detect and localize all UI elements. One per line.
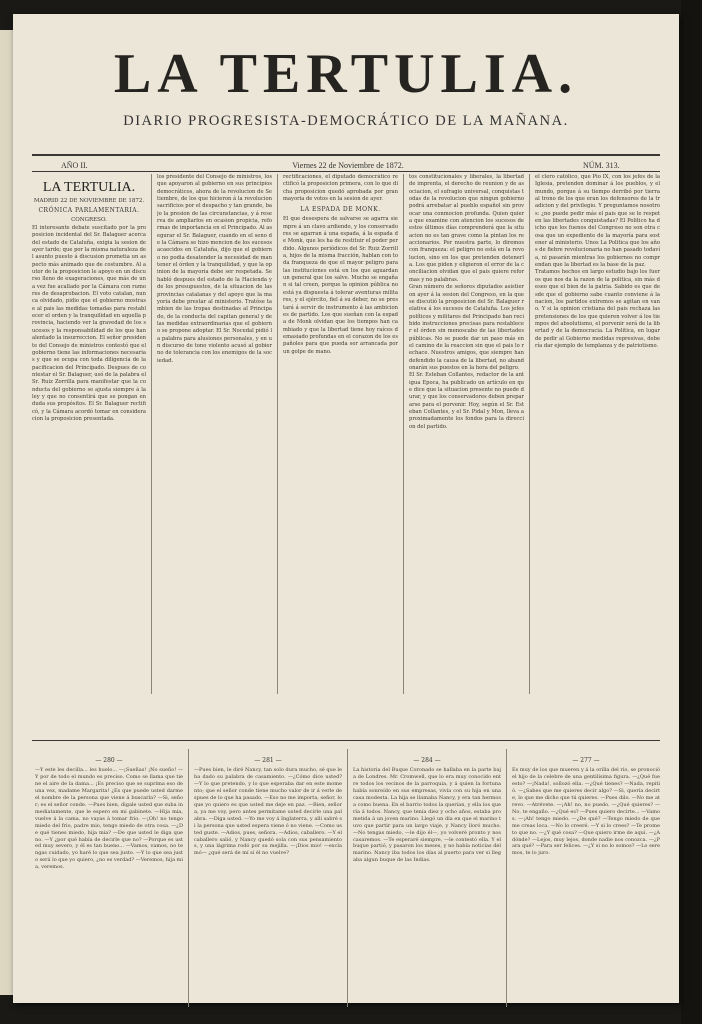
section-title: CRÓNICA PARLAMENTARIA. — [38, 207, 140, 214]
feuilleton-column-1 — [35, 754, 183, 1009]
article-text: El interesante debate suscitado por la proposicion incidental del Sr. Balaguer acerca del estado de Cataluña, exigia la sesion de ayer tarde; que por la misma naturaleza del asunto puesto á discusion prometia un aspecto más animado que de costumbre. Al autor de la proposicion le apoyo en un discurso lleno de exageraciones, que más de una vez fue acallado por la Cámara con rumores de desaprobacion. El voto catalan, nunca olvidado, pidio que el gobierno mostrase al pais las medidas tomadas para restablecer el orden y la tranquilidad en aquella provincia, haciendo ver la gravedad de los sucesos y la responsabilidad de los que han alentado la insurreccion. El señor presidente del Consejo de ministros contestó que el gobierno tiene las informaciones necesarias y que se ocupa con toda diligencia de la pacificacion del Principado. Despues de contestar el Sr. Balaguer, usó de la palabra el Sr. Ruiz Zorrilla para manifestar que la conducta del gobierno se ajusta siempre á la ley y que no consentirá que se pongan en duda sus propósitos. El Sr. Balaguer rectificó, y la Cámara acordó tomar en consideracion la proposicion presentada. — [32, 225, 146, 422]
column-divider — [403, 174, 404, 694]
feuilleton-column-4 — [512, 754, 660, 1009]
section-title: LA ESPADA DE MONK. — [300, 206, 381, 214]
article-text: tos constitucionales y liberales, la libertad de imprenta, el derecho de reunion y de asociacion, el sufragio universal, conquistas todas de la revolucion que ningun gobierno podrá arrebatar al pueblo español sin provocar una conmocion profunda. Quien quiera que examine con atencion los sucesos de estos últimos días comprenderá que la situacion no es tan grave como la pintan los reaccionarios. Por nuestra parte, lo diremos con franqueza: el peligro no está en la revolucion, sino en los que pretenden detenerla. Los que piden y eligieron el error de la conciliacion olvidan que el pais quiere reformas y no palabras. — [409, 174, 524, 283]
subsection-title: CONGRESO. — [71, 217, 107, 223]
column-divider — [277, 174, 278, 694]
dateline: MADRID 22 DE NOVIEMBRE DE 1872. — [33, 198, 145, 204]
background-margin — [681, 0, 702, 1024]
feuilleton-column-3 — [353, 754, 501, 1009]
adjacent-page-edge — [0, 30, 13, 995]
feuilleton-page-number: — 281 — — [254, 757, 282, 764]
masthead-title: LA TERTULIA. — [113, 43, 579, 105]
newspaper-page — [13, 14, 679, 1003]
feuilleton-page-number: — 277 — — [572, 757, 600, 764]
column-divider — [151, 174, 152, 694]
feuilleton-column-2 — [194, 754, 342, 1009]
article-text: El Sr. Esteban Collantes, redactor de la antigua Epoca, ha publicado un artículo en que dice que la situacion presente no puede durar, y que los conservadores deben prepararse para el porvenir. Hoy, según el Sr. Esteban Collantes, y el Sr. Pidal y Mon, lleva aproximadamente los fondos para la direccion del partido. — [409, 372, 524, 430]
feuilleton-rule — [32, 740, 660, 741]
feuilleton-divider — [188, 749, 189, 1007]
article-text: El que desespera de salvarse se agarra siempre á un clavo ardiendo, y los conservadores se agarran á una espada, á la espada de Monk, que les ha de restituir el poder perdido. Algunos periódicos del Sr. Ruiz Zorrilla, hijos de la misma fracción, hablan con toda franqueza de que el mayor peligro para las instituciones está en los que aguardan un general que los salve. Mucho se engañan si tal creen, porque la opinion pública no está ya dispuesta á tolerar aventuras militares, y el ejército, fiel á su deber, no se prestará á servir de instrumento á las ambiciones de partido. Los que sueñan con la espada de Monk olvidan que los tiempos han cambiado y que la libertad tiene hoy raíces demasiado profundas en el corazon de los españoles para que pueda ser arrancada por un golpe de mano. — [283, 216, 398, 355]
column-heading: LA TERTULIA. — [42, 180, 136, 195]
feuilleton-text: Es muy de los que mueren y á la orilla del río, se pronoció el hijo de la celebre de una gentilísima figura. —¿Qué fue esto? —¡Nada!, sollozó ella. —¿Qué tienes? —Nada, repitió. —¿Sabes que me quieres decir algo? —Si, quería decirte, lo que me dicho que tú quieres. —Pues dilo. —No me atrevo. —Atrévete. —¡Ah! no, no puedo. —¿Qué quieres? —No, te engaño. —¿Qué es? —Pues quiero decirte... —Vamos. —¡Ah! tengo miedo. —¿De qué? —Tengo miedo de que me creas loca. —No lo creeré. —Y si lo crees? —Te prometo que no. —¿Y qué cosa? —Que quiero irme de aquí. —¿Adónde? —Lejos, muy lejos, donde nadie nos conozca. —¿Para qué? —Para ser felices. —¿Y si no lo somos? —Lo seremos, te lo juro. — [512, 767, 660, 857]
article-column-5 — [535, 174, 660, 694]
header-rule-top — [32, 154, 660, 156]
header-rule-bottom — [32, 171, 660, 172]
article-column-1 — [32, 174, 146, 694]
feuilleton-text: —Pues bien, le diré Nancy, tan solo dura mucho, sé que le ha dado su palabra de casamiento. —¿Cómo dice usted? —Y lo que pretendo, y lo que esperaba dar en este momento; que el señor conde tiene mucho valor de ir á verle despues de lo que ha pasado. —Eso no me importa, señor, lo que yo quiero es que usted me deje en paz. —Bien, señora, ya me voy, pero antes permitame usted decirle una palabra. —Diga usted. —Yo me voy á Inglaterra, y alli sabré si la persona que usted espera viene ó no viene. —Como usted guste. —Adios, pues, señora. —Adios, caballero. —Y el caballero salió, y Nancy quedó sola con sus pensamientos, y una lágrima rodó por su mejilla. —¡Dios mio! —exclamó— ¿qué será de mí si él no vuelve? — [194, 767, 342, 857]
feuilleton-divider — [347, 749, 348, 1007]
issue-number: NÚM. 313. — [583, 161, 620, 170]
article-text: Tratamos hechos en largo estudio bajo los fueros que nos da la razon de la politica, sin más deseo que el bien de la patria. Sabido es que desde que el gobierno sabe cuanto conviene á la nacion, los partidos extremos se agitan en vano. Y si la opinion cristiana del pais rechaza las pretensiones de los que quieren volver á los tiempos del absolutismo, el porvenir será de la libertad y de la democracia. La Politica, en lugar de pedir al Gobierno medidas represivas, debería dar ejemplo de templanza y de patriotismo. — [535, 269, 660, 349]
issue-date: Viernes 22 de Noviembre de 1872. — [292, 161, 404, 170]
column-divider — [529, 174, 530, 694]
article-text: el clero católico, que Pio IX, con los jefes de la Iglesia, pretenden dominar á los pueblos, y el mundo, porque á su tiempo derribó por tierra al trono de los que eran los defensores de la tradicion y del privilegio. Y preguntamos nosotros: ¿no puede pedir más el pais que se le respeten las libertades conquistadas? El Politico ha dicho que los fuenos del Congreso no son otra cosa que un expediente de la mayoría para sostener al ministerio. Unos La Politica que los años de fiebre revolucionaria no han pasado todavía, ni pasarán mientras los gobiernos no comprendan que la libertad es la base de la paz. — [535, 174, 660, 269]
article-column-4 — [409, 174, 524, 694]
feuilleton-page-number: — 280 — — [95, 757, 123, 764]
article-text: rectificaciones, el diputado democrático rectificó la proposicion primera, con lo que dicha proposicion quedó aprobada por gran mayoria de votos en la sesion de ayer. — [283, 174, 398, 203]
masthead-subtitle: DIARIO PROGRESISTA-DEMOCRÁTICO DE LA MAÑANA. — [123, 113, 569, 129]
article-column-3 — [283, 174, 398, 694]
article-text: los presidente del Consejo de ministros, los que apoyaron al gobierno en sus principios democráticos, ahora de la revolucion de Setiembre, de los que hicieron á la revolucion sacrificios por el despacho y tan grande, bajo la presion de las circunstancias, y á reserva de ampliarlos en ocasion propicia, reformas de importancia en el Principado. Al asegurar el Sr. Balaguer, cuando en el seno de la Cámara se hizo mencion de los sucesos acaecidos en Cataluña, dijo que el gobierno no podia desatender la necesidad de mantener el órden y la tranquilidad, y que la opinion de la mayoria debe ser respetada. Se habló despues del estado de la Hacienda y de los presupuestos, de la situacion de las provincias catalanas y del apoyo que la mayoria debe prestar al ministerio. Tratóse tambien de las tropas destinadas al Principado, de la conducta del capitan general y de las medidas extraordinarias que el gobierno se propone adoptar. El Sr. Nocedal pidió la palabra para alusiones personales, y en un discurso de tono violento acusó al gobierno de tolerancia con los enemigos de la sociedad. — [157, 174, 272, 364]
feuilleton-divider — [506, 749, 507, 1007]
article-text: Gran número de señores diputados asistieron ayer á la sesion del Congreso, en la que se discutió la proposicion del Sr. Balaguer relativa á los sucesos de Cataluña. Los jefes políticos y militares del Principado han recibido instrucciones precisas para restablecer el órden sin menoscabo de las libertades públicas. No se puede dar un paso más en el camino de la reaccion sin que el pais lo rechace. Nuestros amigos, que siempre han defendido la causa de la libertad, no abandonarán sus puestos en la hora del peligro. — [409, 284, 524, 371]
feuilleton-page-number: — 284 — — [413, 757, 441, 764]
feuilleton-text: La historia del Buque Coronado se hallaba en la parte baja de Londres. Mr. Cromwell, que lo era muy conocido entre todos los vecinos de la parroquia, y á quien la fortuna había sonreído en sus empresas, vivía con su hija en una casa modesta. La hija se llamaba Nancy, y era tan hermosa como buena. En el barrio todos la querían, y ella los quería á todos. Nancy, que tenía diez y ocho años, estaba prometida á un joven marino. Llegó un día en que el marino tuvo que partir para un largo viaje, y Nancy lloró mucho. —No tengas miedo, —le dijo él—, yo volveré pronto y nos casaremos. —Te esperaré siempre, —le contestó ella. Y el buque partió, y pasaron los meses, y no había noticias del marino. Nancy iba todos los días al puerto para ver si llegaba algun buque de las Indias. — [353, 767, 501, 864]
feuilleton-text: —Y este les decilla... les huelo... —¡Sueñas! ¡No sueño! —Y por de todo el mundo es preciso. Como se llama que tiene el aire de la dama... ¡Es preciso que se suprima eso de una vez, madame Margarita! ¿Es que puede usted darme el nombre de la persona que viene á buscarla? —Si, señor; es el señor conde. —Pues bien, digale usted que suba inmediatamente, que le espero en mi gabinete. —Hija mia, vuelve á la cama, no vayas á tomar frio. —¡Oh! no tengo miedo del frio, padre mio, tengo miedo de otra cosa. —¿De qué tienes miedo, hija mia? —De que usted le diga que no. —Y ¿por qué había de decirle que no? —Porque es usted muy severo, y él es tan bueno... —Vamos, vamos, no tengas cuidado, yo haré lo que sea justo. —Y lo que sea justo será lo que yo quiero, ¿no es verdad? —Veremos, hija mia, veremos. — [35, 767, 183, 871]
article-column-2 — [157, 174, 272, 694]
year-label: AÑO II. — [61, 161, 88, 170]
